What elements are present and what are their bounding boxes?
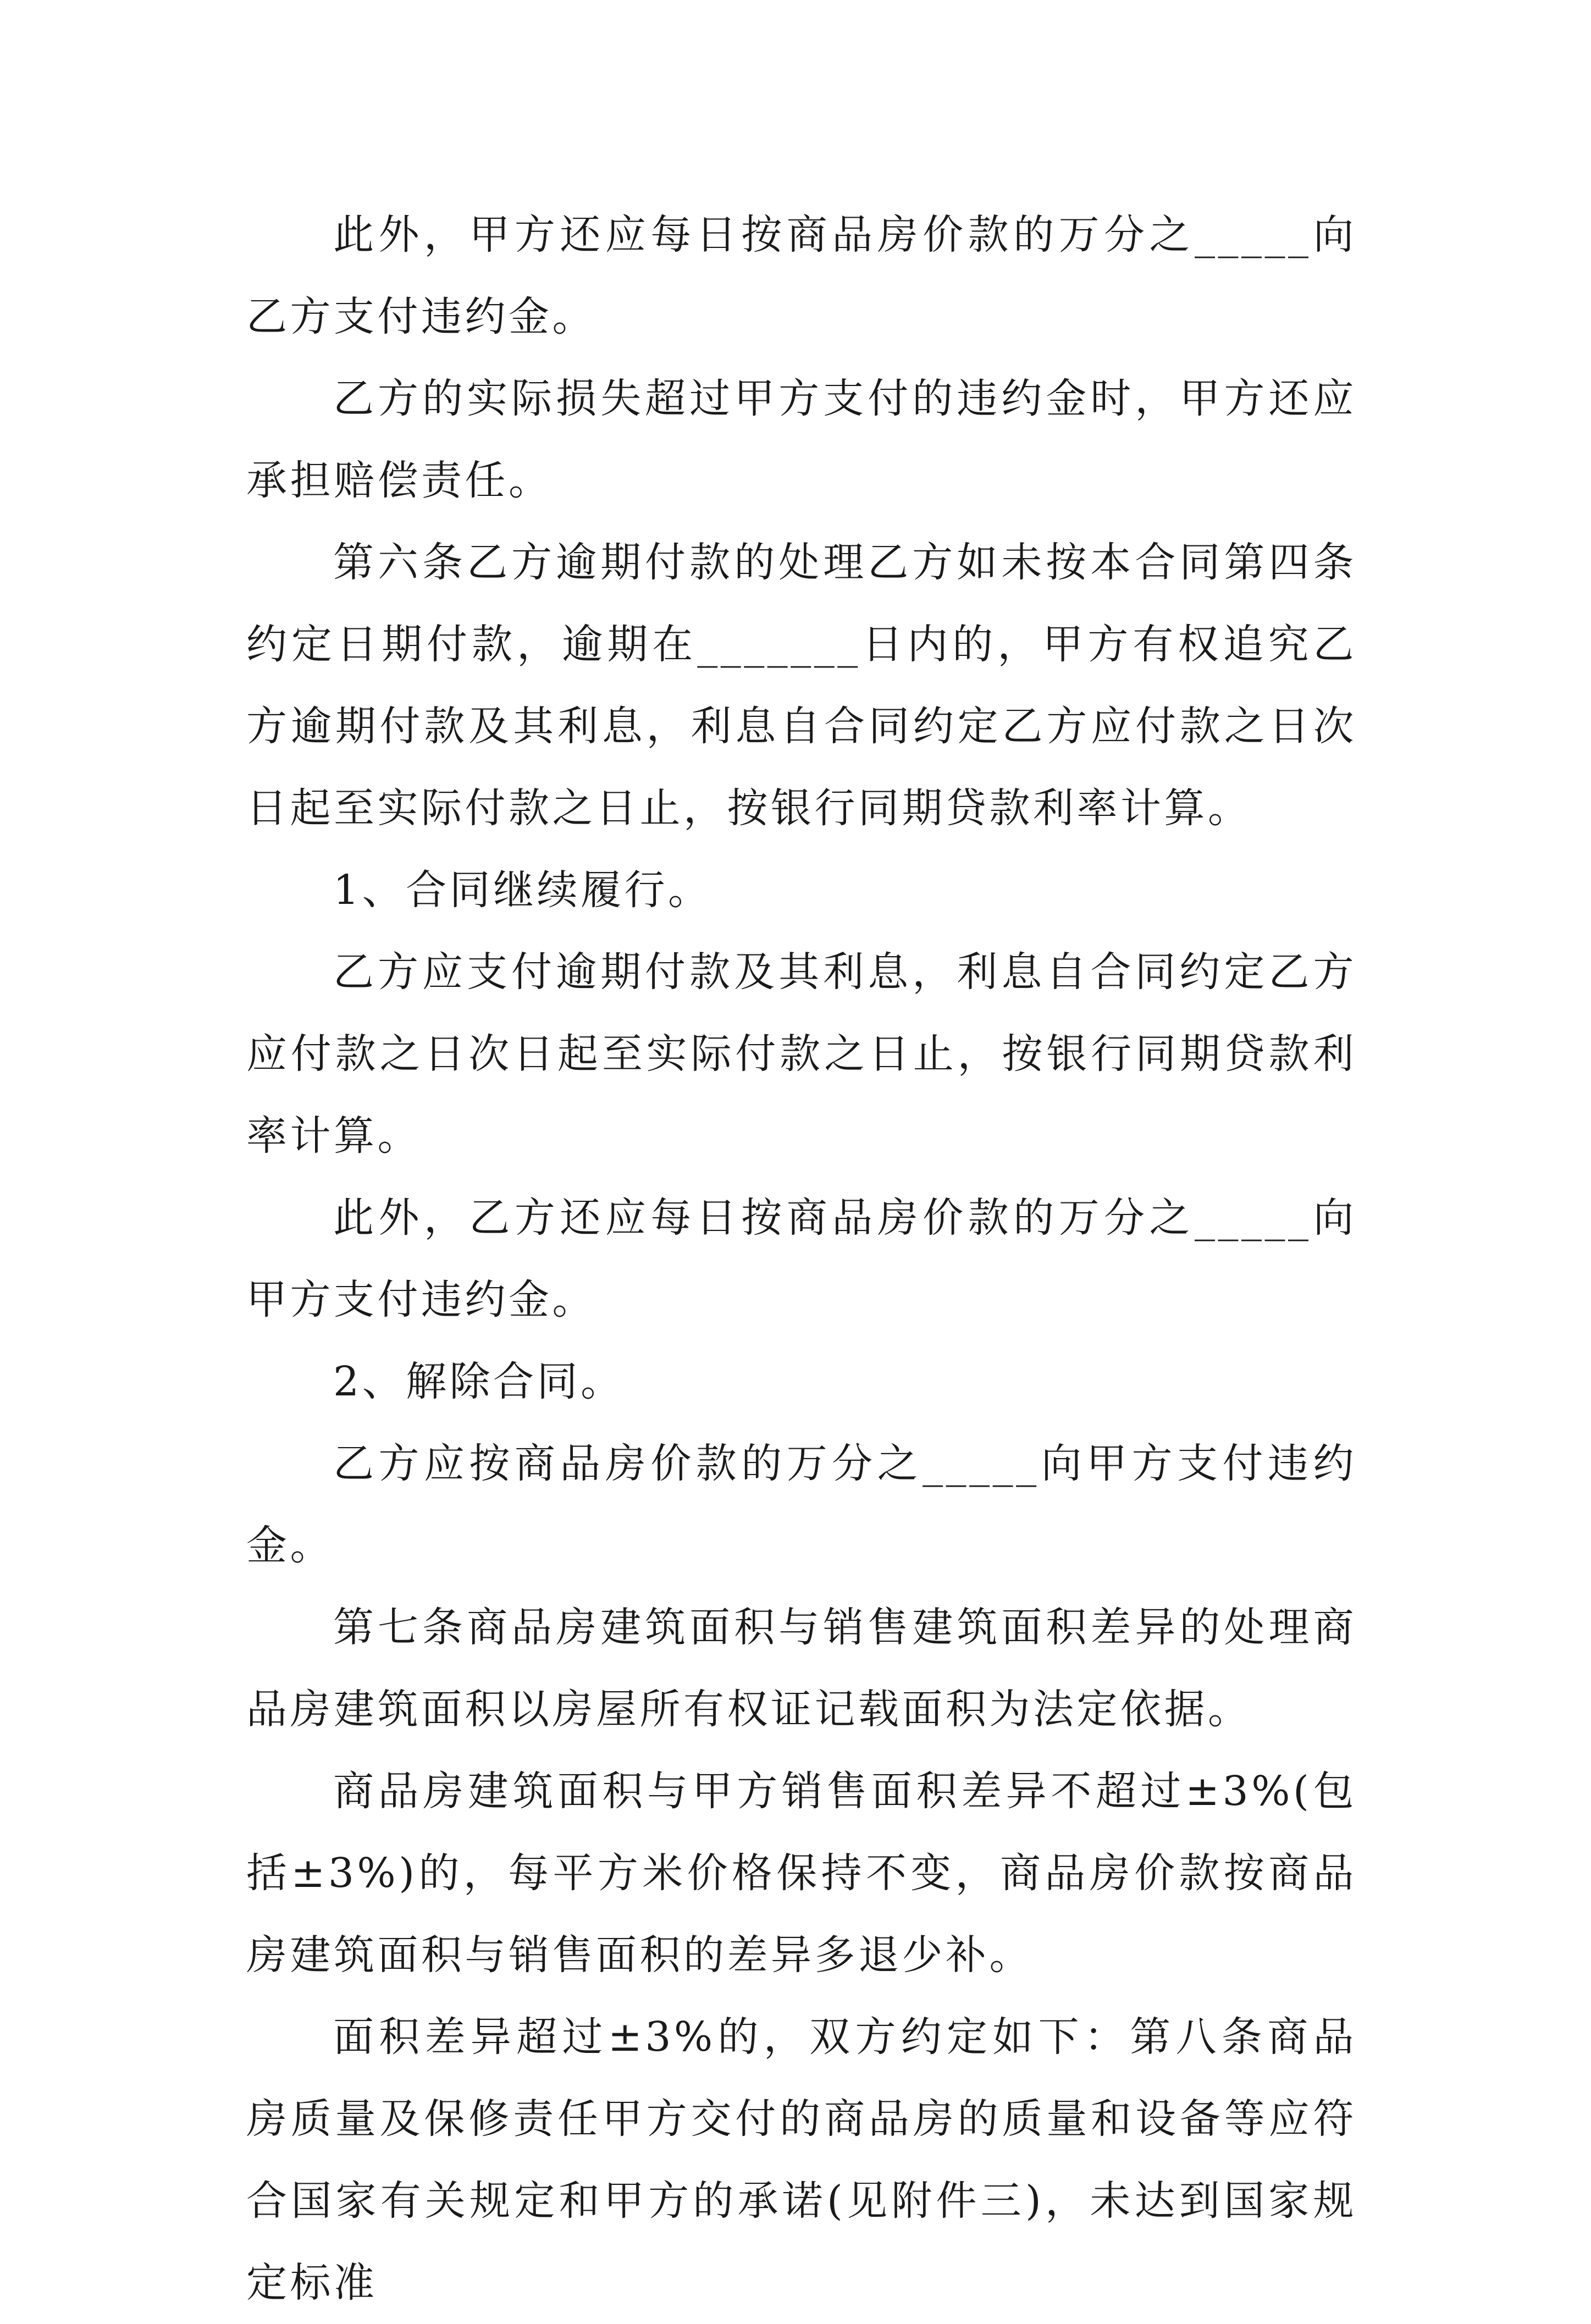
paragraph-area-difference-within: 商品房建筑面积与甲方销售面积差异不超过±3%(包括±3%)的，每平方米价格保持不变，商品房价款按商品房建筑面积与销售面积的差异多退少补。 (246, 1768, 1357, 1979)
paragraph-penalty-party-b: 此外，乙方还应每日按商品房价款的万分之_____向甲方支付违约金。 (246, 1194, 1357, 1323)
paragraph-option-1: 1、合同继续履行。 (333, 866, 712, 914)
paragraph-article-6: 第六条乙方逾期付款的处理乙方如未按本合同第四条约定日期付款，逾期在_______日内的，甲方有权追究乙方逾期付款及其利息，利息自合同约定乙方应付款之日次日起至实际付款之日止，按银行同期贷款利率计算。 (246, 539, 1357, 832)
paragraph-article-7: 第七条商品房建筑面积与销售建筑面积差异的处理商品房建筑面积以房屋所有权证记载面积为法定依据。 (246, 1604, 1357, 1733)
paragraph-area-difference-exceed: 面积差异超过±3%的，双方约定如下：第八条商品房质量及保修责任甲方交付的商品房的质量和设备等应符合国家有关规定和甲方的承诺(见附件三)，未达到国家规定标准 (246, 2013, 1357, 2306)
paragraph-compensation-liability: 乙方的实际损失超过甲方支付的违约金时，甲方还应承担赔偿责任。 (246, 375, 1357, 504)
document-page (246, 194, 1357, 2324)
paragraph-option-2: 2、解除合同。 (333, 1358, 625, 1405)
paragraph-termination-penalty: 乙方应按商品房价款的万分之_____向甲方支付违约金。 (246, 1440, 1357, 1569)
paragraph-penalty-party-a: 此外，甲方还应每日按商品房价款的万分之_____向乙方支付违约金。 (246, 211, 1357, 340)
paragraph-overdue-interest: 乙方应支付逾期付款及其利息，利息自合同约定乙方应付款之日次日起至实际付款之日止，按银行同期贷款利率计算。 (246, 948, 1357, 1160)
